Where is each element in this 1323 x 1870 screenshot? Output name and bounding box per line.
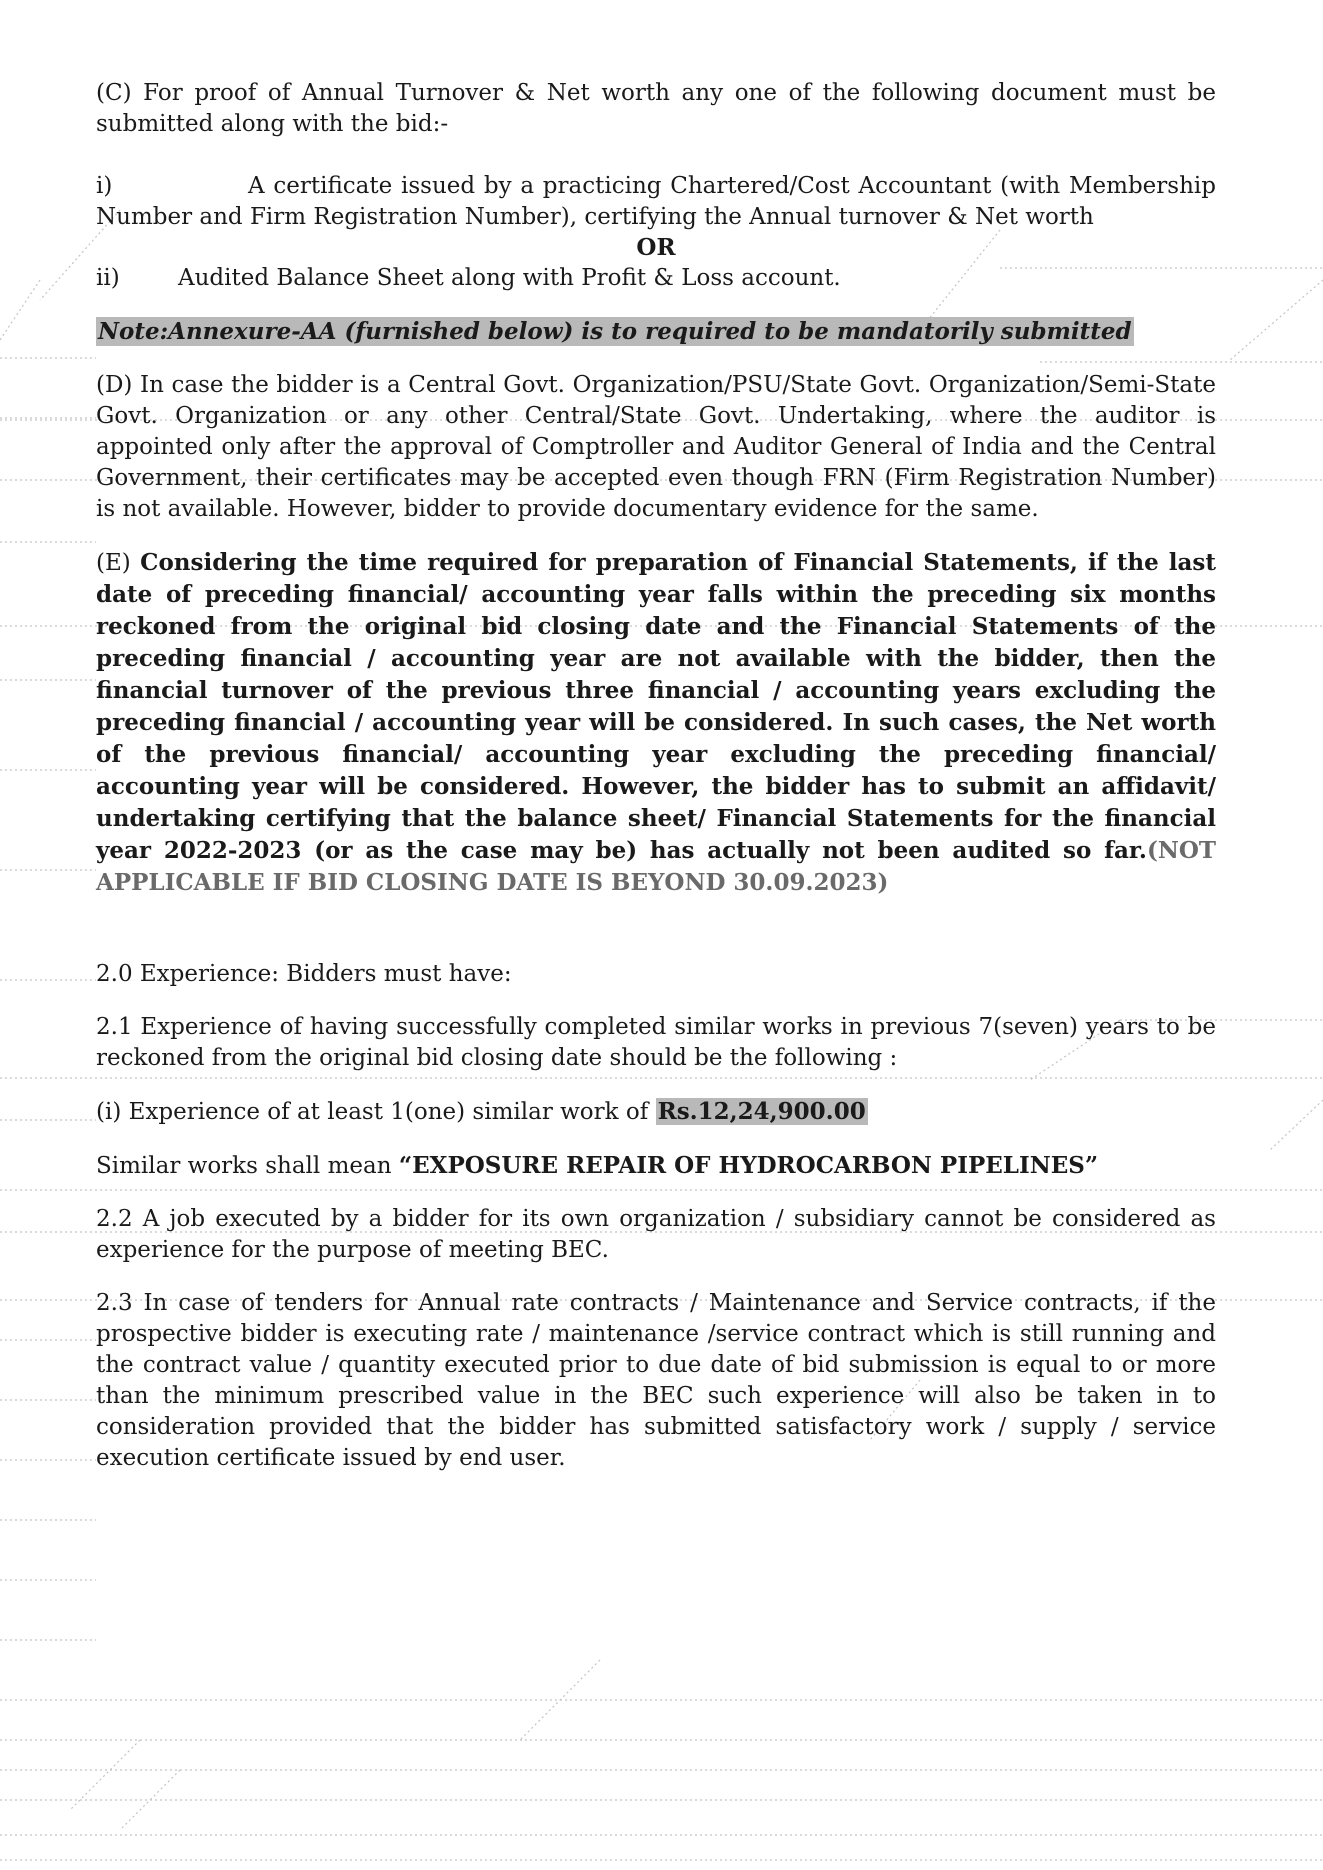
para-e-bold-text: Considering the time required for preparation of Financial Statements, if the last date of preceding financial/ accounting year falls within the preceding six months reckoned from the original bid closing date and the Financial Statements of the preceding financial / accounting year are not available with the bidder, then the financial turnover of the previous three financial / accounting years excluding the preceding financial / accounting year will be considered. In such cases, the Net worth of the previous financial/ accounting year excluding the preceding financial/ accounting year will be considered. However, the bidder has to submit an affidavit/ undertaking certifying that the balance sheet/ Financial Statements for the financial year 2022-2023 (or as the case may be) has actually not been audited so far. [96, 549, 1216, 864]
experience-item-i-text: (i) Experience of at least 1(one) similar work of [96, 1099, 656, 1125]
annexure-note-text: Note:Annexure-AA (furnished below) is to required to be mandatorily submitted [98, 318, 1132, 345]
similar-works-prefix: Similar works shall mean [96, 1153, 399, 1179]
para-e [96, 547, 1216, 899]
para-2-3: 2.3 In case of tenders for Annual rate contracts / Maintenance and Service contracts, if the prospective bidder is executing rate / maintenance /service contract which is still running and the contract value / quantity executed prior to due date of bid submission is equal to or more than the minimum prescribed value in the BEC such experience will also be taken in to consideration provided that the bidder has submitted satisfactory work / supply / service execution certificate issued by end user. [96, 1290, 1216, 1471]
similar-works-definition: “EXPOSURE REPAIR OF HYDROCARBON PIPELINES” [398, 1152, 1099, 1179]
experience-item-i [96, 1096, 1216, 1128]
proof-item-i-text: A certificate issued by a practicing Chartered/Cost Accountant (with Membership Number and Firm Registration Number), certifying the Annual turnover & Net worth [96, 173, 1216, 230]
para-2-2: 2.2 A job executed by a bidder for its own organization / subsidiary cannot be considered as experience for the purpose of meeting BEC. [96, 1206, 1216, 1263]
experience-heading: 2.0 Experience: Bidders must have: [96, 961, 512, 987]
document-body [96, 78, 1216, 1474]
proof-item-ii [96, 263, 1216, 294]
para-e-not-applicable: (NOT APPLICABLE IF BID CLOSING DATE IS BEYOND 30.09.2023) [96, 837, 1216, 896]
annexure-note [96, 316, 1216, 348]
para-2-1: 2.1 Experience of having successfully completed similar works in previous 7(seven) years to be reckoned from the original bid closing date should be the following : [96, 1014, 1216, 1071]
or-separator: OR [636, 234, 676, 261]
para-d: (D) In case the bidder is a Central Govt. Organization/PSU/State Govt. Organization/Semi-State Govt. Organization or any other Central/State Govt. Undertaking, where the auditor is appointed only after the approval of Comptroller and Auditor General of India and the Central Government, their certificates may be accepted even though FRN (Firm Registration Number) is not available. However, bidder to provide documentary evidence for the same. [96, 372, 1216, 522]
proof-item-i [96, 171, 1216, 233]
para-e-label: (E) [96, 550, 131, 576]
similar-works [96, 1150, 1216, 1182]
para-c: (C) For proof of Annual Turnover & Net worth any one of the following document must be submitted along with the bid:- [96, 80, 1216, 137]
proof-item-i-number: i) [96, 173, 113, 199]
experience-amount: Rs.12,24,900.00 [657, 1098, 866, 1125]
proof-item-ii-text: Audited Balance Sheet along with Profit & Loss account. [178, 265, 841, 291]
proof-item-ii-number: ii) [96, 265, 120, 291]
